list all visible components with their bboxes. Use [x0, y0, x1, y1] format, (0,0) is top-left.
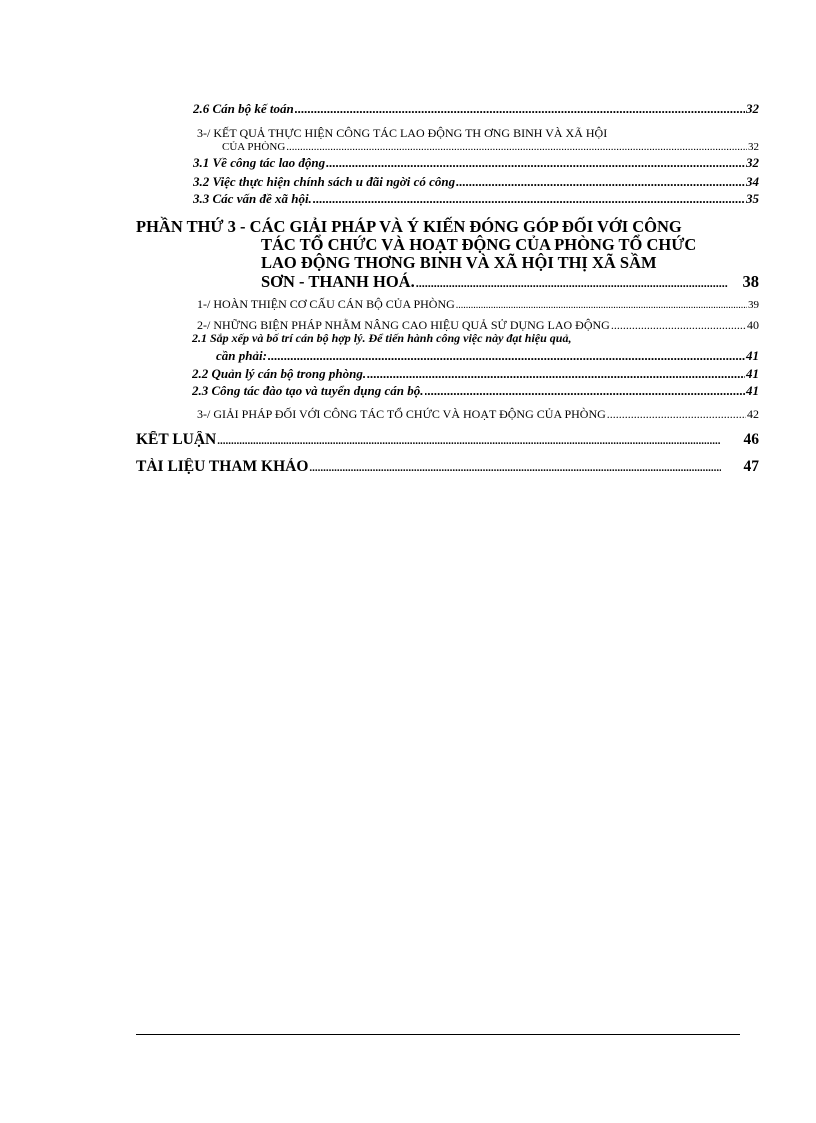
toc-page-number: 35	[746, 191, 759, 206]
toc-leader-dots	[416, 276, 728, 291]
toc-leader-dots	[367, 366, 745, 382]
toc-leader-dots	[607, 407, 746, 422]
part-3-heading-line1: PHẦN THỨ 3 - CÁC GIẢI PHÁP VÀ Ý KIẾN ĐÓNG GÓP ĐỐI VỚI CÔNG	[136, 217, 682, 236]
toc-page-number: 32	[748, 141, 759, 153]
toc-entry-2-1	[216, 348, 759, 364]
toc-entry-label: 2.3 Công tác đào tạo và tuyển dụng cán bộ.	[192, 383, 424, 398]
part-3-heading-line3: LAO ĐỘNG THƠNG BINH VÀ XÃ HỘI THỊ XÃ SẦM	[261, 253, 657, 272]
toc-entry-3-2	[193, 174, 759, 190]
toc-entry-label: CỦA PHÒNG	[222, 141, 286, 153]
toc-leader-dots	[309, 462, 720, 474]
toc-page-number: 32	[746, 155, 759, 170]
toc-leader-dots	[326, 155, 745, 171]
toc-entry-label: cần phải:	[216, 348, 267, 363]
toc-entry-2-6	[193, 101, 759, 117]
toc-entry-label: 2-/ NHỮNG BIỆN PHÁP NHẰM NÂNG CAO HIỆU QUẢ SỬ DỤNG LAO ĐỘNG	[197, 318, 610, 332]
toc-entry-part3-3	[197, 407, 759, 422]
toc-entry-label: 3.3 Các vấn đề xã hội.	[193, 191, 312, 206]
toc-entry-label: 3.2 Việc thực hiện chính sách u đãi ngời có công	[193, 174, 456, 189]
toc-entry-label: 2.2 Quản lý cán bộ trong phòng.	[192, 366, 367, 381]
toc-entry-label: 1-/ HOÀN THIỆN CƠ CẤU CÁN BỘ CỦA PHÒNG	[197, 297, 455, 311]
toc-entry-3-3	[193, 191, 759, 207]
toc-page-number: 42	[747, 407, 759, 421]
toc-page-number: 34	[746, 174, 759, 189]
toc-page-number: 38	[742, 272, 759, 291]
toc-entry-label: KẾT LUẬN	[136, 431, 217, 448]
toc-page-number: 41	[746, 348, 759, 363]
toc-leader-dots	[456, 174, 745, 190]
toc-entry-label: 3-/ GIẢI PHÁP ĐỐI VỚI CÔNG TÁC TỔ CHỨC VÀ HOẠT ĐỘNG CỦA PHÒNG	[197, 407, 606, 421]
toc-page-number: 46	[743, 431, 759, 448]
part-3-heading-line2: TÁC TỔ CHỨC VÀ HOẠT ĐỘNG CỦA PHÒNG TỔ CHỨC	[261, 235, 697, 254]
toc-leader-dots	[425, 383, 746, 399]
toc-leader-dots	[286, 141, 747, 153]
toc-entry-conclusion	[136, 431, 759, 449]
toc-leader-dots	[611, 318, 746, 333]
toc-leader-dots	[456, 300, 747, 311]
toc-entry-3-1	[193, 155, 759, 171]
toc-leader-dots	[295, 101, 745, 117]
toc-leader-dots	[268, 348, 745, 364]
toc-page-number: 40	[747, 318, 759, 332]
part-3-heading-line4	[261, 272, 759, 292]
toc-entry-label: 3.1 Về công tác lao động	[193, 155, 326, 170]
toc-page-number: 41	[746, 366, 759, 381]
toc-page-number: 47	[743, 458, 759, 475]
toc-page-number: 41	[746, 383, 759, 398]
toc-page-number: 39	[748, 299, 759, 311]
toc-entry-3	[222, 141, 759, 153]
toc-leader-dots	[217, 435, 720, 447]
toc-entry-2-2	[192, 366, 759, 382]
toc-entry-2-1-label-line1: 2.1 Sắp xếp và bố trí cán bộ hợp lý. Để tiến hành công việc này đạt hiệu quả,	[192, 331, 572, 345]
footer-rule	[136, 1034, 740, 1035]
toc-leader-dots	[313, 191, 745, 207]
toc-entry-3-label-line1: 3-/ KẾT QUẢ THỰC HIỆN CÔNG TÁC LAO ĐỘNG TH ƠNG BINH VÀ XÃ HỘI	[197, 126, 608, 140]
toc-entry-part3-1	[197, 297, 759, 312]
toc-entry-label: 2.6 Cán bộ kế toán	[193, 101, 294, 116]
toc-page-number: 32	[746, 101, 759, 116]
toc-entry-references	[136, 458, 759, 476]
toc-entry-label: TÀI LIỆU THAM KHẢO	[136, 458, 309, 475]
toc-entry-label: SƠN - THANH HOÁ.	[261, 272, 415, 291]
toc-entry-2-3	[192, 383, 759, 399]
